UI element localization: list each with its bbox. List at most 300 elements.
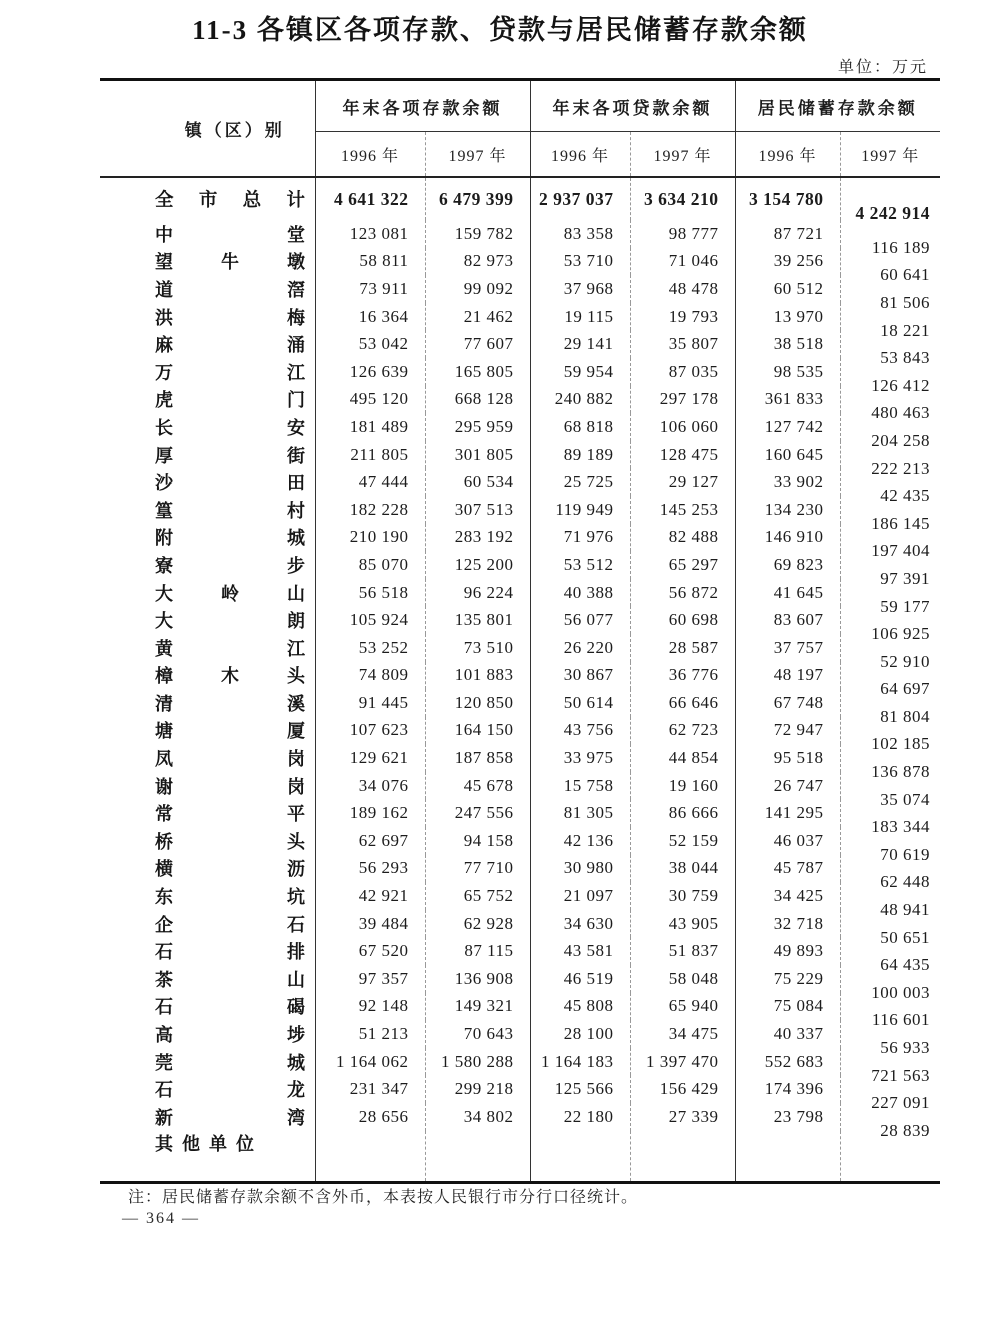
town-name-cell (100, 330, 315, 358)
town-name-cell (100, 882, 315, 910)
value-cell: 48 197 (735, 662, 840, 690)
value-cell: 60 534 (425, 468, 530, 496)
value-cell: 56 518 (315, 579, 425, 607)
value-cell: 42 921 (315, 882, 425, 910)
value-cell: 141 295 (735, 799, 840, 827)
year-header-savings-1997: 1997 年 (861, 147, 920, 165)
town-name: 企石 (155, 914, 305, 935)
value-cell: 67 748 (735, 689, 840, 717)
staggered-value: 60 641 (880, 265, 930, 285)
value-cell: 134 230 (735, 496, 840, 524)
value-cell: 127 742 (735, 413, 840, 441)
value-cell: 36 776 (630, 662, 735, 690)
town-name-cell (100, 937, 315, 965)
value-cell: 95 518 (735, 744, 840, 772)
staggered-value: 62 448 (880, 872, 930, 892)
town-name: 寮步 (155, 555, 305, 576)
staggered-value: 53 843 (880, 348, 930, 368)
value-cell: 160 645 (735, 441, 840, 469)
value-cell (425, 1131, 530, 1183)
value-cell: 295 959 (425, 413, 530, 441)
town-name: 大岭山 (155, 583, 305, 604)
table-row (100, 965, 940, 993)
value-cell: 164 150 (425, 717, 530, 745)
value-cell: 56 077 (530, 606, 630, 634)
value-cell: 297 178 (630, 386, 735, 414)
value-cell: 101 883 (425, 662, 530, 690)
value-cell: 42 136 (530, 827, 630, 855)
value-cell: 40 337 (735, 1020, 840, 1048)
town-name-cell (100, 662, 315, 690)
table-row (100, 1075, 940, 1103)
town-name: 谢岗 (155, 776, 305, 797)
table-row (100, 1020, 940, 1048)
staggered-value: 81 506 (880, 292, 930, 312)
footnote: 注：居民储蓄存款余额不含外币，本表按人民银行市分行口径统计。 (128, 1189, 639, 1206)
value-cell: 211 805 (315, 441, 425, 469)
staggered-value: 35 074 (880, 789, 930, 809)
town-name-cell (100, 1020, 315, 1048)
value-cell: 74 809 (315, 662, 425, 690)
value-cell: 73 510 (425, 634, 530, 662)
value-cell: 21 097 (530, 882, 630, 910)
value-cell: 1 164 183 (530, 1048, 630, 1076)
value-cell: 46 037 (735, 827, 840, 855)
value-cell: 30 980 (530, 855, 630, 883)
town-name-cell (100, 358, 315, 386)
town-name: 沙田 (155, 473, 305, 494)
town-name: 新湾 (155, 1107, 305, 1128)
table-row (100, 662, 940, 690)
town-name-cell (100, 496, 315, 524)
value-cell: 231 347 (315, 1075, 425, 1103)
value-cell: 1 397 470 (630, 1048, 735, 1076)
town-name: 黄江 (155, 638, 305, 659)
value-cell: 43 905 (630, 910, 735, 938)
value-cell: 105 924 (315, 606, 425, 634)
town-name: 凤岗 (155, 749, 305, 770)
value-cell: 69 823 (735, 551, 840, 579)
staggered-value: 42 435 (880, 486, 930, 506)
value-cell: 43 756 (530, 717, 630, 745)
town-name: 厚街 (155, 445, 305, 466)
value-cell: 72 947 (735, 717, 840, 745)
value-cell: 71 976 (530, 524, 630, 552)
value-cell: 39 484 (315, 910, 425, 938)
value-cell: 187 858 (425, 744, 530, 772)
value-cell: 37 757 (735, 634, 840, 662)
staggered-value: 100 003 (871, 982, 930, 1002)
value-cell: 43 581 (530, 937, 630, 965)
town-name-cell (100, 441, 315, 469)
town-name-cell (100, 303, 315, 331)
value-cell: 210 190 (315, 524, 425, 552)
value-cell: 34 425 (735, 882, 840, 910)
value-cell: 50 614 (530, 689, 630, 717)
value-cell: 45 808 (530, 993, 630, 1021)
table-row (100, 413, 940, 441)
town-name: 塘厦 (155, 721, 305, 742)
table-row (100, 551, 940, 579)
table-row (100, 358, 940, 386)
year-header-loans-1997: 1997 年 (630, 132, 735, 178)
column-group-deposits: 年末各项存款余额 (315, 80, 530, 132)
staggered-value: 480 463 (871, 403, 930, 423)
town-name: 莞城 (155, 1052, 305, 1073)
value-cell: 27 339 (630, 1103, 735, 1131)
staggered-value: 4 242 914 (855, 202, 930, 223)
value-cell: 35 807 (630, 330, 735, 358)
staggered-value: 126 412 (871, 375, 930, 395)
town-name-cell (100, 468, 315, 496)
value-cell: 75 229 (735, 965, 840, 993)
town-name-cell (100, 1075, 315, 1103)
year-header-deposits-1997: 1997 年 (425, 132, 530, 178)
value-cell: 107 623 (315, 717, 425, 745)
table-row (100, 1103, 940, 1131)
value-cell: 70 643 (425, 1020, 530, 1048)
value-cell: 156 429 (630, 1075, 735, 1103)
staggered-value: 48 941 (880, 900, 930, 920)
staggered-value: 50 651 (880, 927, 930, 947)
staggered-value: 721 563 (871, 1065, 930, 1085)
table-row (100, 799, 940, 827)
value-cell: 128 475 (630, 441, 735, 469)
value-cell: 96 224 (425, 579, 530, 607)
table-row (100, 717, 940, 745)
value-cell: 125 200 (425, 551, 530, 579)
town-name: 常平 (155, 804, 305, 825)
value-cell: 181 489 (315, 413, 425, 441)
staggered-value: 106 925 (871, 624, 930, 644)
staggered-value: 97 391 (880, 568, 930, 588)
value-cell: 119 949 (530, 496, 630, 524)
value-cell: 46 519 (530, 965, 630, 993)
value-cell: 301 805 (425, 441, 530, 469)
town-name-cell (100, 855, 315, 883)
town-name-cell (100, 524, 315, 552)
value-cell: 34 076 (315, 772, 425, 800)
value-cell: 73 911 (315, 275, 425, 303)
staggered-value: 136 878 (871, 762, 930, 782)
table-body (100, 177, 940, 1182)
value-cell: 19 160 (630, 772, 735, 800)
value-cell: 82 973 (425, 248, 530, 276)
value-cell: 56 293 (315, 855, 425, 883)
value-cell: 28 587 (630, 634, 735, 662)
value-cell: 81 305 (530, 799, 630, 827)
value-cell: 62 697 (315, 827, 425, 855)
value-cell: 136 908 (425, 965, 530, 993)
staggered-value: 81 804 (880, 706, 930, 726)
value-cell: 1 580 288 (425, 1048, 530, 1076)
value-cell: 52 159 (630, 827, 735, 855)
value-cell: 65 940 (630, 993, 735, 1021)
value-cell: 66 646 (630, 689, 735, 717)
table-row (100, 579, 940, 607)
table-row (100, 689, 940, 717)
table-row-total (100, 177, 940, 220)
town-name: 中堂 (155, 224, 305, 245)
town-name-cell (100, 177, 315, 220)
town-name-cell (100, 413, 315, 441)
staggered-value: 197 404 (871, 541, 930, 561)
staggered-value: 70 619 (880, 844, 930, 864)
town-name: 附城 (155, 528, 305, 549)
value-cell: 86 666 (630, 799, 735, 827)
value-cell: 41 645 (735, 579, 840, 607)
value-cell: 85 070 (315, 551, 425, 579)
table-row (100, 248, 940, 276)
town-name: 望牛墩 (155, 252, 305, 273)
town-name: 麻涌 (155, 335, 305, 356)
town-name-cell (100, 275, 315, 303)
table-row (100, 220, 940, 248)
value-cell: 53 252 (315, 634, 425, 662)
value-cell: 32 718 (735, 910, 840, 938)
town-name-cell (100, 744, 315, 772)
value-cell: 149 321 (425, 993, 530, 1021)
staggered-value: 186 145 (871, 513, 930, 533)
value-cell: 56 872 (630, 579, 735, 607)
value-cell: 4 641 322 (315, 177, 425, 220)
town-name-cell (100, 772, 315, 800)
town-name: 其他单位 (155, 1133, 263, 1154)
town-name-cell (100, 1131, 315, 1183)
page-number: — 364 — (122, 1210, 200, 1227)
town-name-cell (100, 717, 315, 745)
table-row (100, 634, 940, 662)
value-cell: 30 759 (630, 882, 735, 910)
table-row (100, 468, 940, 496)
town-name: 石碣 (155, 997, 305, 1018)
town-name: 道滘 (155, 279, 305, 300)
town-name-cell (100, 606, 315, 634)
table-row (100, 524, 940, 552)
value-cell: 48 478 (630, 275, 735, 303)
staggered-value: 52 910 (880, 651, 930, 671)
value-cell: 16 364 (315, 303, 425, 331)
value-cell: 60 698 (630, 606, 735, 634)
town-name-cell (100, 993, 315, 1021)
town-name: 桥头 (155, 831, 305, 852)
value-cell: 53 042 (315, 330, 425, 358)
table-row (100, 386, 940, 414)
staggered-value: 18 221 (880, 320, 930, 340)
value-cell: 26 747 (735, 772, 840, 800)
town-name: 虎门 (155, 390, 305, 411)
value-cell: 126 639 (315, 358, 425, 386)
town-name: 横沥 (155, 859, 305, 880)
value-cell: 99 092 (425, 275, 530, 303)
value-cell: 62 928 (425, 910, 530, 938)
deposits-loans-savings-table (100, 78, 940, 1184)
value-cell: 189 162 (315, 799, 425, 827)
value-cell: 60 512 (735, 275, 840, 303)
town-name: 篁村 (155, 500, 305, 521)
town-name-cell (100, 634, 315, 662)
value-cell: 38 044 (630, 855, 735, 883)
value-cell: 165 805 (425, 358, 530, 386)
value-cell (530, 1131, 630, 1183)
value-cell: 299 218 (425, 1075, 530, 1103)
value-cell: 53 512 (530, 551, 630, 579)
staggered-value: 102 185 (871, 734, 930, 754)
value-cell: 22 180 (530, 1103, 630, 1131)
table-row (100, 606, 940, 634)
value-cell: 1 164 062 (315, 1048, 425, 1076)
staggered-value: 64 435 (880, 955, 930, 975)
value-cell (840, 220, 940, 257)
value-cell: 146 910 (735, 524, 840, 552)
town-name-cell (100, 551, 315, 579)
town-name-cell (100, 827, 315, 855)
value-cell: 53 710 (530, 248, 630, 276)
value-cell: 97 357 (315, 965, 425, 993)
town-name: 长安 (155, 417, 305, 438)
value-cell: 94 158 (425, 827, 530, 855)
value-cell (735, 1131, 840, 1183)
value-cell: 182 228 (315, 496, 425, 524)
town-name: 石龙 (155, 1080, 305, 1101)
town-name-cell (100, 220, 315, 248)
town-name: 万江 (155, 362, 305, 383)
town-name-cell (100, 386, 315, 414)
value-cell: 13 970 (735, 303, 840, 331)
value-cell: 77 607 (425, 330, 530, 358)
table-row (100, 275, 940, 303)
staggered-value: 204 258 (871, 430, 930, 450)
column-group-loans: 年末各项贷款余额 (530, 80, 735, 132)
staggered-value: 222 213 (871, 458, 930, 478)
town-name: 东坑 (155, 887, 305, 908)
value-cell: 92 148 (315, 993, 425, 1021)
value-cell: 3 634 210 (630, 177, 735, 220)
table-row (100, 1048, 940, 1076)
staggered-value: 59 177 (880, 596, 930, 616)
value-cell: 174 396 (735, 1075, 840, 1103)
value-cell: 240 882 (530, 386, 630, 414)
value-cell: 98 777 (630, 220, 735, 248)
town-name: 樟木头 (155, 666, 305, 687)
table-header (100, 80, 940, 178)
town-name: 清溪 (155, 693, 305, 714)
value-cell: 51 837 (630, 937, 735, 965)
town-name-cell (100, 579, 315, 607)
value-cell: 145 253 (630, 496, 735, 524)
value-cell: 65 297 (630, 551, 735, 579)
value-cell (315, 1131, 425, 1183)
staggered-value: 183 344 (871, 817, 930, 837)
value-cell: 39 256 (735, 248, 840, 276)
value-cell: 361 833 (735, 386, 840, 414)
town-name-cell (100, 689, 315, 717)
value-cell: 98 535 (735, 358, 840, 386)
value-cell: 67 520 (315, 937, 425, 965)
value-cell: 77 710 (425, 855, 530, 883)
value-cell: 83 607 (735, 606, 840, 634)
value-cell: 6 479 399 (425, 177, 530, 220)
staggered-value: 56 933 (880, 1038, 930, 1058)
value-cell: 75 084 (735, 993, 840, 1021)
value-cell: 40 388 (530, 579, 630, 607)
value-cell: 65 752 (425, 882, 530, 910)
value-cell: 23 798 (735, 1103, 840, 1131)
unit-label: 单位：万元 (837, 59, 928, 76)
staggered-value: 28 839 (880, 1120, 930, 1140)
value-cell: 28 100 (530, 1020, 630, 1048)
table-row (100, 937, 940, 965)
table-row (100, 744, 940, 772)
value-cell: 19 793 (630, 303, 735, 331)
table-row (100, 827, 940, 855)
town-name-cell (100, 248, 315, 276)
value-cell: 106 060 (630, 413, 735, 441)
table-row (100, 441, 940, 469)
value-cell: 45 787 (735, 855, 840, 883)
value-cell: 307 513 (425, 496, 530, 524)
table-row (100, 882, 940, 910)
value-cell: 68 818 (530, 413, 630, 441)
table-row (100, 910, 940, 938)
column-group-savings: 居民储蓄存款余额 (735, 80, 940, 132)
value-cell: 47 444 (315, 468, 425, 496)
value-cell: 129 621 (315, 744, 425, 772)
value-cell: 28 656 (315, 1103, 425, 1131)
page-title: 11-3 各镇区各项存款、贷款与居民储蓄存款余额 (192, 15, 808, 45)
value-cell: 91 445 (315, 689, 425, 717)
value-cell: 29 127 (630, 468, 735, 496)
value-cell: 58 811 (315, 248, 425, 276)
value-cell: 44 854 (630, 744, 735, 772)
value-cell: 552 683 (735, 1048, 840, 1076)
value-cell: 62 723 (630, 717, 735, 745)
table-row (100, 993, 940, 1021)
value-cell: 247 556 (425, 799, 530, 827)
table-row (100, 1131, 940, 1183)
value-cell: 38 518 (735, 330, 840, 358)
value-cell: 125 566 (530, 1075, 630, 1103)
value-cell: 495 120 (315, 386, 425, 414)
value-cell: 34 475 (630, 1020, 735, 1048)
town-name-cell (100, 1103, 315, 1131)
value-cell: 33 975 (530, 744, 630, 772)
value-cell: 30 867 (530, 662, 630, 690)
value-cell: 135 801 (425, 606, 530, 634)
value-cell: 58 048 (630, 965, 735, 993)
row-header-town-district: 镇（区）别 (100, 80, 315, 178)
value-cell: 26 220 (530, 634, 630, 662)
town-name-cell (100, 910, 315, 938)
value-cell: 2 937 037 (530, 177, 630, 220)
value-cell: 123 081 (315, 220, 425, 248)
value-cell: 21 462 (425, 303, 530, 331)
town-name: 高埗 (155, 1025, 305, 1046)
value-cell (630, 1131, 735, 1183)
table-row (100, 330, 940, 358)
value-cell: 59 954 (530, 358, 630, 386)
value-cell: 15 758 (530, 772, 630, 800)
value-cell: 159 782 (425, 220, 530, 248)
table-row (100, 303, 940, 331)
value-cell: 29 141 (530, 330, 630, 358)
staggered-value: 64 697 (880, 679, 930, 699)
staggered-value: 116 189 (871, 237, 930, 257)
value-cell: 45 678 (425, 772, 530, 800)
town-name: 大朗 (155, 611, 305, 632)
town-name: 石排 (155, 942, 305, 963)
value-cell (840, 177, 940, 223)
